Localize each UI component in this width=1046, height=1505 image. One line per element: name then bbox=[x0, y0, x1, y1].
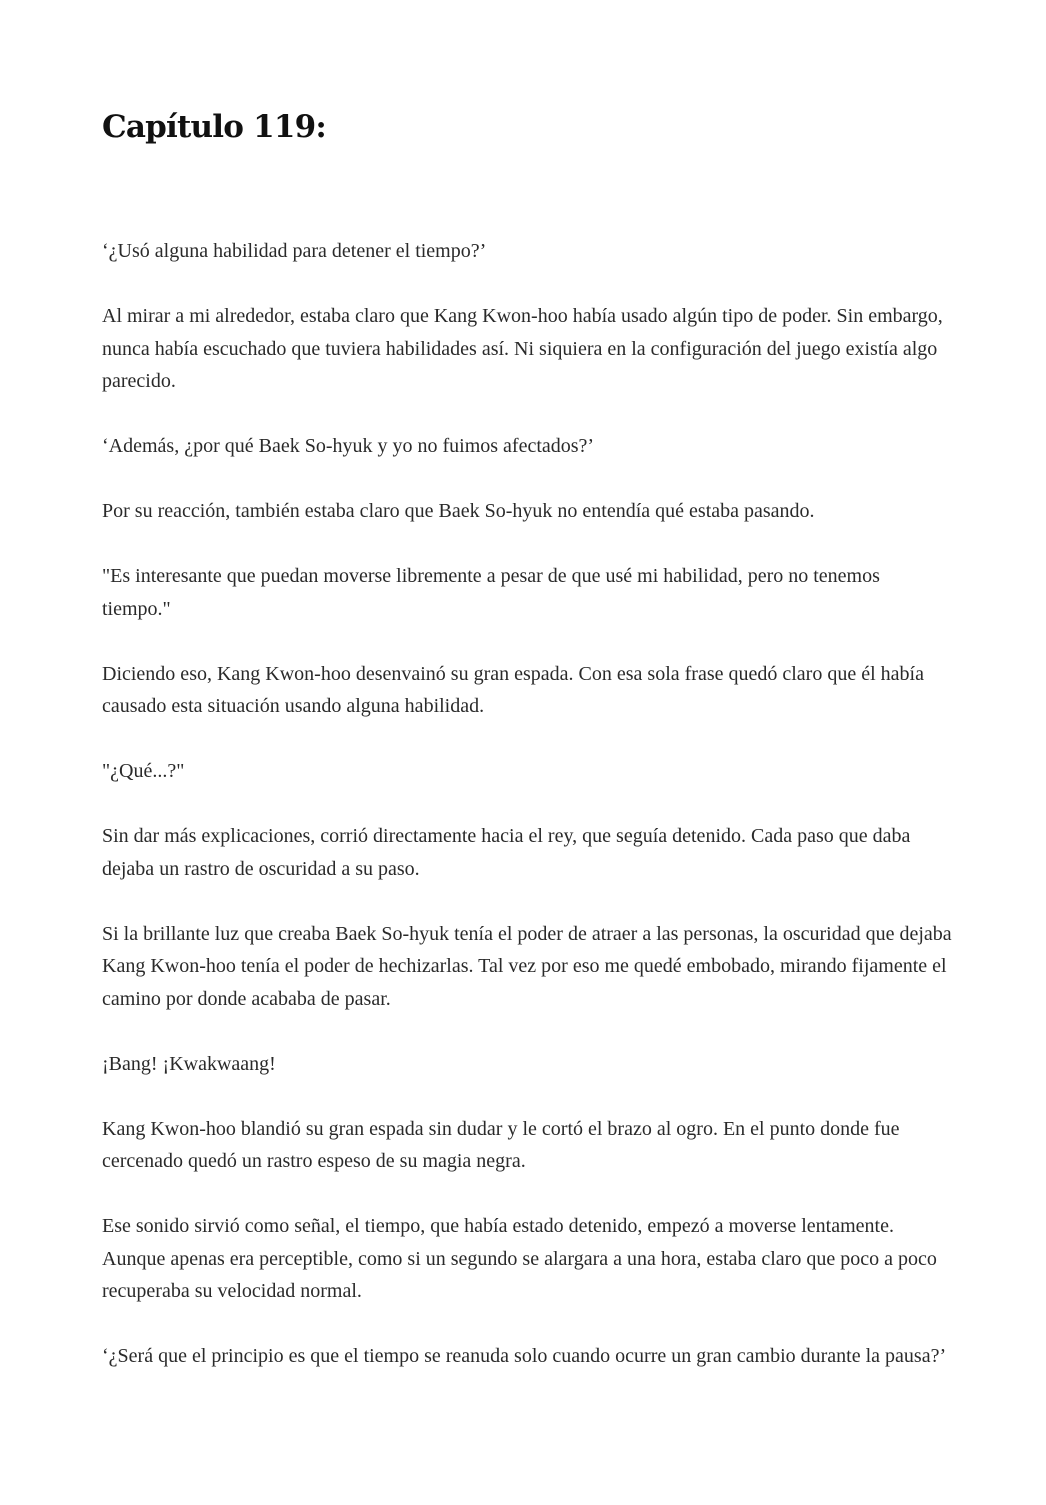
paragraph: Al mirar a mi alrededor, estaba claro que Kang Kwon-hoo había usado algún tipo de poder. Sin embargo, nunca había escuchado que tuviera habilidades así. Ni siquiera en la configuración del juego existía algo parecido. bbox=[102, 305, 943, 392]
paragraph: ¡Bang! ¡Kwakwaang! bbox=[102, 1052, 276, 1075]
chapter-body bbox=[102, 235, 952, 1405]
paragraph: Ese sonido sirvió como señal, el tiempo, que había estado detenido, empezó a moverse lentamente. Aunque apenas era perceptible, como si un segundo se alargara a una hora, estaba claro que poco a poco recuperaba su velocidad normal. bbox=[102, 1215, 937, 1302]
paragraph: "Es interesante que puedan moverse libremente a pesar de que usé mi habilidad, pero no tenemos tiempo." bbox=[102, 565, 880, 620]
paragraph: Kang Kwon-hoo blandió su gran espada sin dudar y le cortó el brazo al ogro. En el punto donde fue cercenado quedó un rastro espeso de su magia negra. bbox=[102, 1117, 900, 1172]
paragraph: Si la brillante luz que creaba Baek So-hyuk tenía el poder de atraer a las personas, la oscuridad que dejaba Kang Kwon-hoo tenía el poder de hechizarlas. Tal vez por eso me quedé embobado, mirando fijamente el camino por donde acababa de pasar. bbox=[102, 922, 952, 1010]
chapter-title: Capítulo 119: bbox=[102, 109, 327, 145]
paragraph: "¿Qué...?" bbox=[102, 760, 185, 782]
paragraph: Diciendo eso, Kang Kwon-hoo desenvainó su gran espada. Con esa sola frase quedó claro que él había causado esta situación usando alguna habilidad. bbox=[102, 662, 924, 717]
paragraph: ‘Además, ¿por qué Baek So-hyuk y yo no fuimos afectados?’ bbox=[102, 435, 595, 457]
paragraph: Por su reacción, también estaba claro que Baek So-hyuk no entendía qué estaba pasando. bbox=[102, 500, 815, 522]
paragraph: ‘¿Usó alguna habilidad para detener el tiempo?’ bbox=[102, 240, 487, 262]
paragraph: ‘¿Será que el principio es que el tiempo se reanuda solo cuando ocurre un gran cambio durante la pausa?’ bbox=[102, 1345, 947, 1367]
paragraph: Sin dar más explicaciones, corrió directamente hacia el rey, que seguía detenido. Cada paso que daba dejaba un rastro de oscuridad a su paso. bbox=[102, 825, 911, 880]
